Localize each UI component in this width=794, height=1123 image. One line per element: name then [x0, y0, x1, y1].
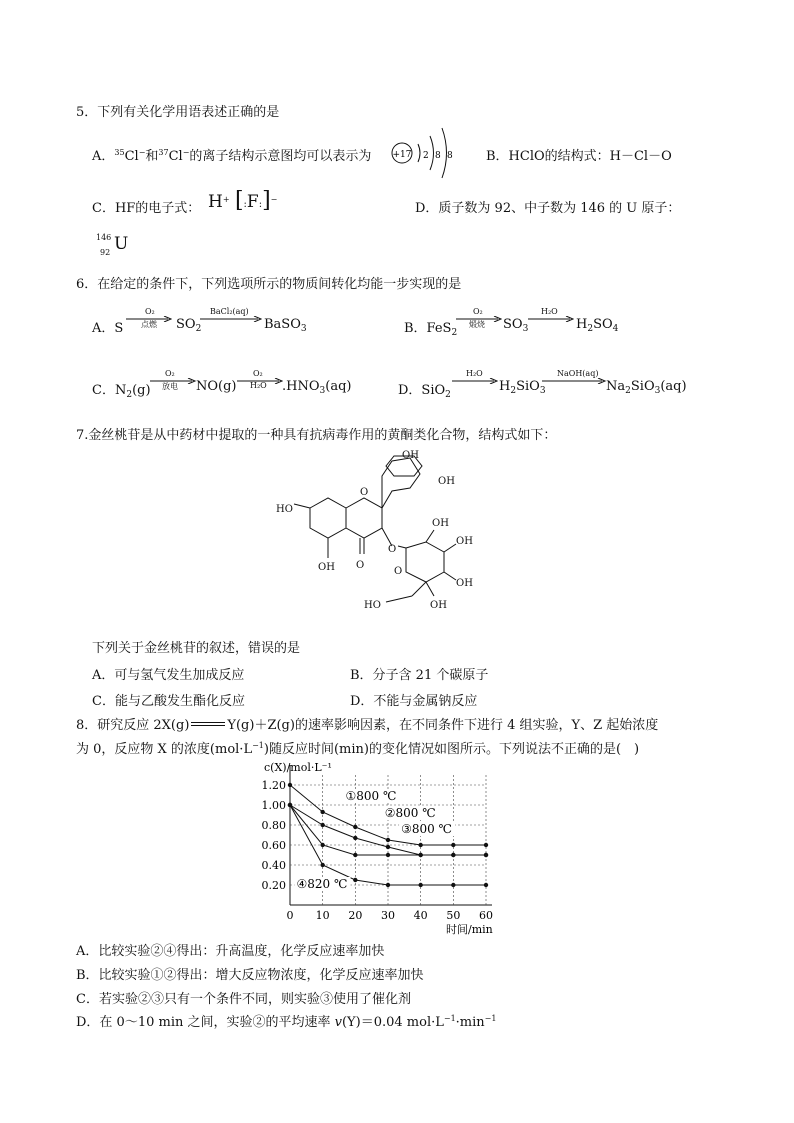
- ho-label: HO: [364, 600, 381, 611]
- x-axis-label: 时间/min: [446, 923, 493, 935]
- q6-a-end: BaSO$_3$: [264, 317, 307, 334]
- arrow-icon: [200, 316, 262, 322]
- q6-c-mid: NO(g): [196, 379, 237, 394]
- y-tick-label: 0.60: [261, 839, 286, 852]
- q5-a-text1: Cl: [124, 149, 139, 164]
- q6-a-start: A．S: [92, 321, 124, 336]
- o-label: O: [388, 544, 397, 555]
- oh-label: OH: [430, 600, 447, 611]
- series-label: ①800 ℃: [345, 789, 397, 803]
- shell-2: 8: [435, 151, 441, 161]
- q8-stem-line1: 8．研究反应 2X(g) Y(g)＋Z(g)的速率影响因素，在不同条件下进行 4 组实验，Y、Z 起始浓度: [76, 718, 659, 733]
- x-tick-label: 60: [479, 909, 493, 922]
- x-tick-label: 20: [348, 909, 363, 922]
- q6-d-end: $Na_2SiO_3(aq)$: [606, 379, 687, 396]
- q6-a-cond2-top: BaCl₂(aq): [210, 307, 249, 316]
- q8-option-d: D．在 0～10 min 之间，实验②的平均速率 v(Y)＝0.04 $mol\cdot L^{-1}\cdot\min^{-1}$: [76, 1014, 497, 1030]
- y-tick-label: 1.20: [261, 779, 286, 792]
- shell-1: 2: [423, 151, 429, 161]
- y-tick-label: 1.00: [261, 799, 286, 812]
- series-label: ②800 ℃: [384, 806, 436, 820]
- q7-option-d: D．不能与金属钠反应: [350, 694, 478, 709]
- q5-a-iso1: 35: [114, 148, 125, 157]
- o-label: O: [360, 487, 369, 498]
- arrow-icon: [542, 378, 606, 384]
- o-label: O: [394, 566, 403, 577]
- o-label: O: [356, 560, 365, 571]
- q8-option-b: B．比较实验①②得出：增大反应物浓度，化学反应速率加快: [76, 968, 424, 983]
- y-tick-label: 0.20: [261, 879, 286, 892]
- q6-c-cond2-top: O₂: [253, 369, 263, 378]
- q8-option-c: C．若实验②③只有一个条件不同，则实验③使用了催化剂: [76, 992, 411, 1007]
- q6-a-cond1-top: O₂: [145, 307, 155, 316]
- series-label: ④820 ℃: [296, 877, 348, 891]
- q7-option-b: B．分子含 21 个碳原子: [350, 668, 489, 683]
- q5-a-text2: 和: [145, 149, 159, 164]
- concentration-chart: [250, 757, 510, 935]
- oh-label: OH: [438, 476, 455, 487]
- hf-h: H: [208, 192, 223, 212]
- series-label: ③800 ℃: [401, 822, 452, 836]
- x-tick-label: 10: [315, 909, 330, 922]
- q5-option-d: D．质子数为 92、中子数为 146 的 U 原子：: [415, 201, 681, 216]
- q6-c-start: C．$N_2(g)$: [92, 383, 151, 400]
- q6-d-cond2-top: NaOH(aq): [557, 369, 599, 378]
- hf-f: F: [246, 192, 259, 212]
- y-tick-label: 0.40: [261, 859, 286, 872]
- q7-option-a: A．可与氢气发生加成反应: [92, 668, 245, 683]
- q6-a-mid: $SO_2$: [176, 317, 202, 334]
- u-atomic-number: 92: [100, 248, 111, 257]
- q8-stem-line2: 为 0，反应物 X 的浓度$(mol\cdot L^{-1})$随反应时间(min)的变化情况如图所示。下列说法不正确的是( ): [76, 741, 640, 757]
- oh-label: OH: [432, 518, 449, 529]
- q6-c-cond1-bot: 放电: [162, 382, 178, 391]
- q6-b-cond1-top: O₂: [473, 307, 483, 316]
- q6-d-mid: $H_2SiO_3$: [499, 379, 546, 396]
- q6-stem: 6．在给定的条件下，下列选项所示的物质间转化均能一步实现的是: [76, 277, 462, 292]
- oh-label: OH: [402, 450, 419, 461]
- oh-label: OH: [456, 536, 473, 547]
- oh-label: OH: [456, 578, 473, 589]
- oh-label: OH: [318, 562, 335, 573]
- hyperoside-structure: [270, 446, 490, 626]
- x-tick-label: 40: [413, 909, 428, 922]
- x-tick-label: 30: [381, 909, 395, 922]
- ho-label: HO: [276, 504, 293, 515]
- q5-option-b: B．HClO的结构式：H－Cl－O: [486, 149, 672, 164]
- q6-d-cond1-top: H₂O: [466, 369, 483, 378]
- q6-a-cond1-bot: 点燃: [141, 320, 157, 329]
- q7-option-c: C．能与乙酸发生酯化反应: [92, 694, 245, 709]
- q5-option-a: A．$^{35}$Cl−和$^{37}$Cl−的离子结构示意图均可以表示为: [92, 148, 372, 164]
- y-axis-label: c(X)/mol·L⁻¹: [264, 761, 332, 774]
- q5-a-text3: Cl: [168, 149, 183, 164]
- q5-a-text4: 的离子结构示意图均可以表示为: [189, 149, 372, 164]
- q6-c-end: $.HNO_3(aq)$: [282, 379, 352, 396]
- q7-stem: 7.金丝桃苷是从中药材中提取的一种具有抗病毒作用的黄酮类化合物，结构式如下：: [76, 428, 557, 443]
- x-tick-label: 0: [286, 909, 294, 922]
- y-tick-label: 0.80: [261, 819, 286, 832]
- q5-option-c: C．HF的电子式：: [92, 201, 201, 216]
- equilibrium-icon: [191, 722, 225, 726]
- q6-d-start: D．SiO$_2$: [398, 383, 451, 400]
- arrow-icon: [528, 316, 574, 322]
- hf-electron-formula: H+ [:F:]−: [208, 188, 278, 213]
- q5-a-iso2: 37: [158, 148, 169, 157]
- arrow-icon: [452, 378, 498, 384]
- q6-c-cond1-top: O₂: [165, 369, 175, 378]
- shell-3: 8: [447, 151, 453, 161]
- x-tick-label: 50: [446, 909, 461, 922]
- q8-option-a: A．比较实验②④得出：升高温度，化学反应速率加快: [76, 944, 385, 959]
- u-mass-number: 146: [96, 233, 112, 242]
- q6-c-cond2-bot: H₂O: [250, 381, 267, 390]
- ion-structure-diagram: [390, 124, 470, 182]
- q6-b-cond2-top: H₂O: [541, 307, 558, 316]
- u-symbol: U: [114, 234, 129, 254]
- q6-b-mid: $SO_3$: [503, 317, 529, 334]
- q6-b-cond1-bot: 煅烧: [469, 320, 485, 329]
- nucleus-label: +17: [392, 150, 412, 160]
- q5-stem: 5．下列有关化学用语表述正确的是: [76, 105, 280, 120]
- q5-a-prefix: A．: [92, 149, 115, 164]
- q7-question: 下列关于金丝桃苷的叙述，错误的是: [92, 641, 301, 656]
- q6-b-end: $H_2SO_4$: [576, 317, 619, 334]
- q6-b-start: B．FeS$_2$: [404, 321, 458, 338]
